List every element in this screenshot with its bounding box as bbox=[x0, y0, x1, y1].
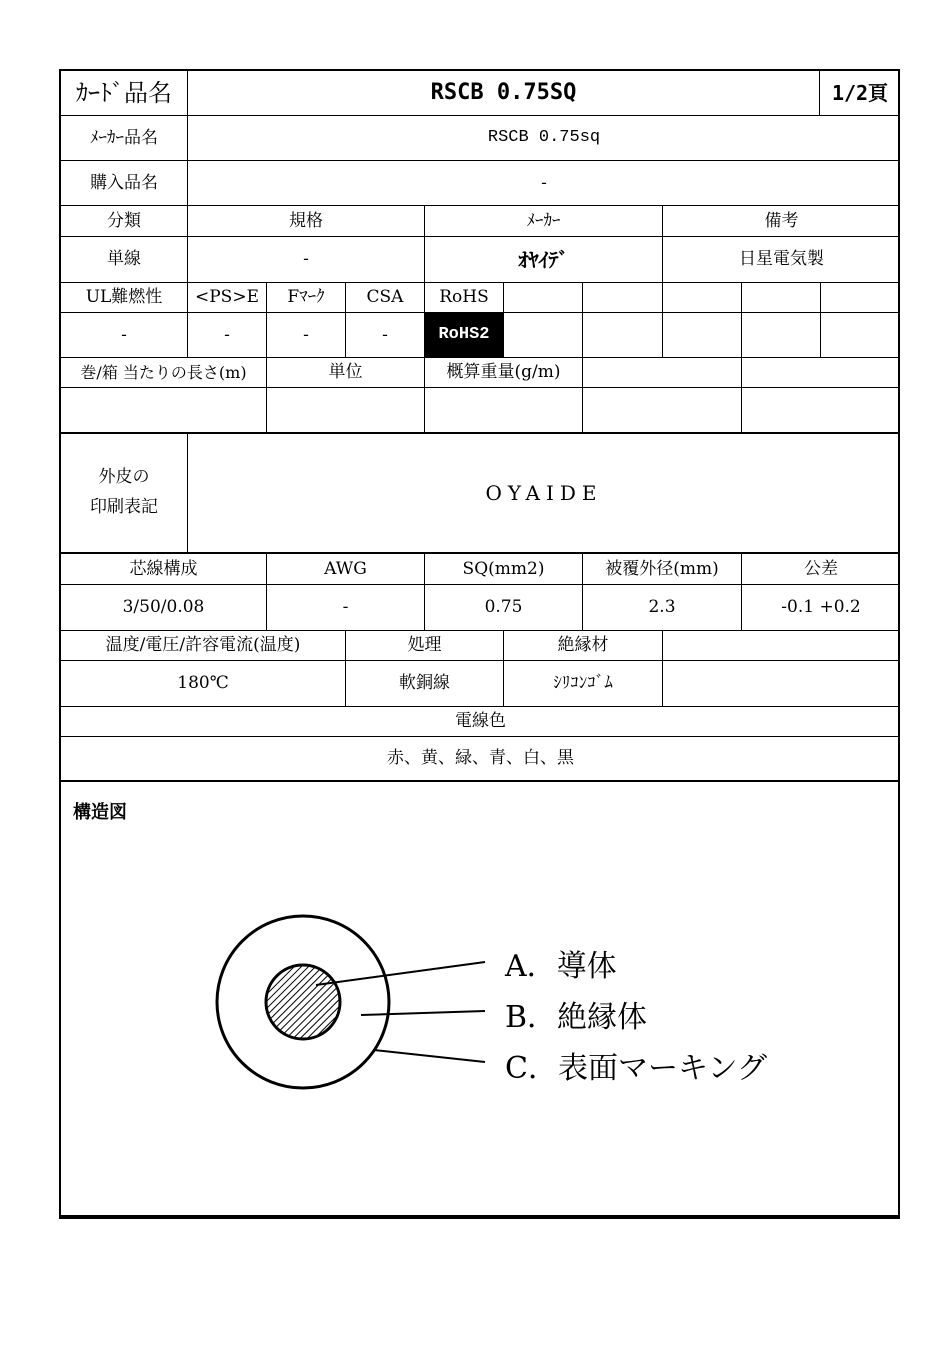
std-header-blank-5 bbox=[821, 283, 900, 313]
pack-value-blank-1 bbox=[583, 388, 742, 434]
std-header-csa: CSA bbox=[346, 283, 425, 313]
rating-header-process: 処理 bbox=[346, 631, 504, 661]
class-header-standard: 規格 bbox=[188, 206, 425, 237]
pack-value-length bbox=[61, 388, 267, 434]
class-header-category: 分類 bbox=[61, 206, 188, 237]
cons-value-awg: - bbox=[267, 585, 425, 631]
std-header-blank-2 bbox=[583, 283, 663, 313]
pack-value-weight bbox=[425, 388, 583, 434]
cons-value-tolerance: -0.1 +0.2 bbox=[742, 585, 900, 631]
leader-line-marking bbox=[374, 1050, 485, 1062]
print-marking-label bbox=[61, 434, 188, 554]
conductor-circle bbox=[266, 965, 340, 1039]
pack-header-weight: 概算重量(g/m) bbox=[425, 358, 583, 388]
class-header-remarks: 備考 bbox=[663, 206, 900, 237]
std-header-rohs: RoHS bbox=[425, 283, 504, 313]
std-header-pse: <PS>E bbox=[188, 283, 267, 313]
card-name-value: RSCB 0.75SQ bbox=[188, 71, 820, 116]
rating-value-process: 軟銅線 bbox=[346, 661, 504, 707]
pack-header-unit: 単位 bbox=[267, 358, 425, 388]
std-header-blank-1 bbox=[504, 283, 583, 313]
std-header-fmark: Fﾏｰｸ bbox=[267, 283, 346, 313]
legend-surface-marking: C．表面マーキング bbox=[505, 1051, 768, 1086]
rating-header-blank bbox=[663, 631, 900, 661]
cons-value-strands: 3/50/0.08 bbox=[61, 585, 267, 631]
cons-value-sq: 0.75 bbox=[425, 585, 583, 631]
pack-header-length: 巻/箱 当たりの長さ(m) bbox=[61, 358, 267, 388]
std-value-fmark: - bbox=[267, 313, 346, 358]
std-value-blank-5 bbox=[821, 313, 900, 358]
maker-name-value: RSCB 0.75sq bbox=[188, 116, 900, 161]
rating-value-insulation: ｼﾘｺﾝｺﾞﾑ bbox=[504, 661, 663, 707]
rating-value-temp: 180℃ bbox=[61, 661, 346, 707]
std-header-blank-4 bbox=[742, 283, 821, 313]
purchase-name-value: - bbox=[188, 161, 900, 206]
class-header-maker: ﾒｰｶｰ bbox=[425, 206, 663, 237]
structure-diagram-title: 構造図 bbox=[73, 802, 127, 823]
cons-header-sq: SQ(mm2) bbox=[425, 554, 583, 585]
cons-header-tolerance: 公差 bbox=[742, 554, 900, 585]
std-header-blank-3 bbox=[663, 283, 742, 313]
std-value-blank-4 bbox=[742, 313, 821, 358]
legend-insulation: B．絶縁体 bbox=[505, 1000, 648, 1035]
rating-header-insulation: 絶縁材 bbox=[504, 631, 663, 661]
rating-value-blank bbox=[663, 661, 900, 707]
rating-header-temp: 温度/電圧/許容電流(温度) bbox=[61, 631, 346, 661]
pack-value-unit bbox=[267, 388, 425, 434]
pack-header-blank-1 bbox=[583, 358, 742, 388]
spec-sheet bbox=[59, 69, 900, 1219]
wire-color-value: 赤、黄、緑、青、白、黒 bbox=[61, 737, 900, 782]
std-header-ul: UL難燃性 bbox=[61, 283, 188, 313]
maker-name-label: ﾒｰｶｰ品名 bbox=[61, 116, 188, 161]
print-marking-label-line2: 印刷表記 bbox=[90, 497, 158, 517]
cons-header-strands: 芯線構成 bbox=[61, 554, 267, 585]
legend-conductor: A．導体 bbox=[505, 949, 617, 984]
std-value-csa: - bbox=[346, 313, 425, 358]
cons-header-awg: AWG bbox=[267, 554, 425, 585]
cons-value-od: 2.3 bbox=[583, 585, 742, 631]
print-marking-label-line1: 外皮の bbox=[98, 467, 150, 488]
purchase-name-label: 購入品名 bbox=[61, 161, 188, 206]
class-value-maker: ｵﾔｲﾃﾞ bbox=[425, 237, 663, 283]
structure-diagram-section bbox=[61, 782, 900, 1217]
wire-color-label: 電線色 bbox=[61, 707, 900, 737]
print-marking-value: OYAIDE bbox=[188, 434, 900, 554]
pack-header-blank-2 bbox=[742, 358, 900, 388]
std-value-blank-2 bbox=[583, 313, 663, 358]
class-value-remarks: 日星電気製 bbox=[663, 237, 900, 283]
std-value-blank-3 bbox=[663, 313, 742, 358]
std-value-pse: - bbox=[188, 313, 267, 358]
card-name-label: ｶｰﾄﾞ品名 bbox=[61, 71, 188, 116]
pack-value-blank-2 bbox=[742, 388, 900, 434]
rohs2-badge: RoHS2 bbox=[425, 313, 504, 358]
std-value-blank-1 bbox=[504, 313, 583, 358]
std-value-ul: - bbox=[61, 313, 188, 358]
cable-cross-section-diagram bbox=[61, 782, 900, 1217]
class-value-category: 単線 bbox=[61, 237, 188, 283]
class-value-standard: - bbox=[188, 237, 425, 283]
cons-header-od: 被覆外径(mm) bbox=[583, 554, 742, 585]
page-number: 1/2頁 bbox=[820, 71, 900, 116]
